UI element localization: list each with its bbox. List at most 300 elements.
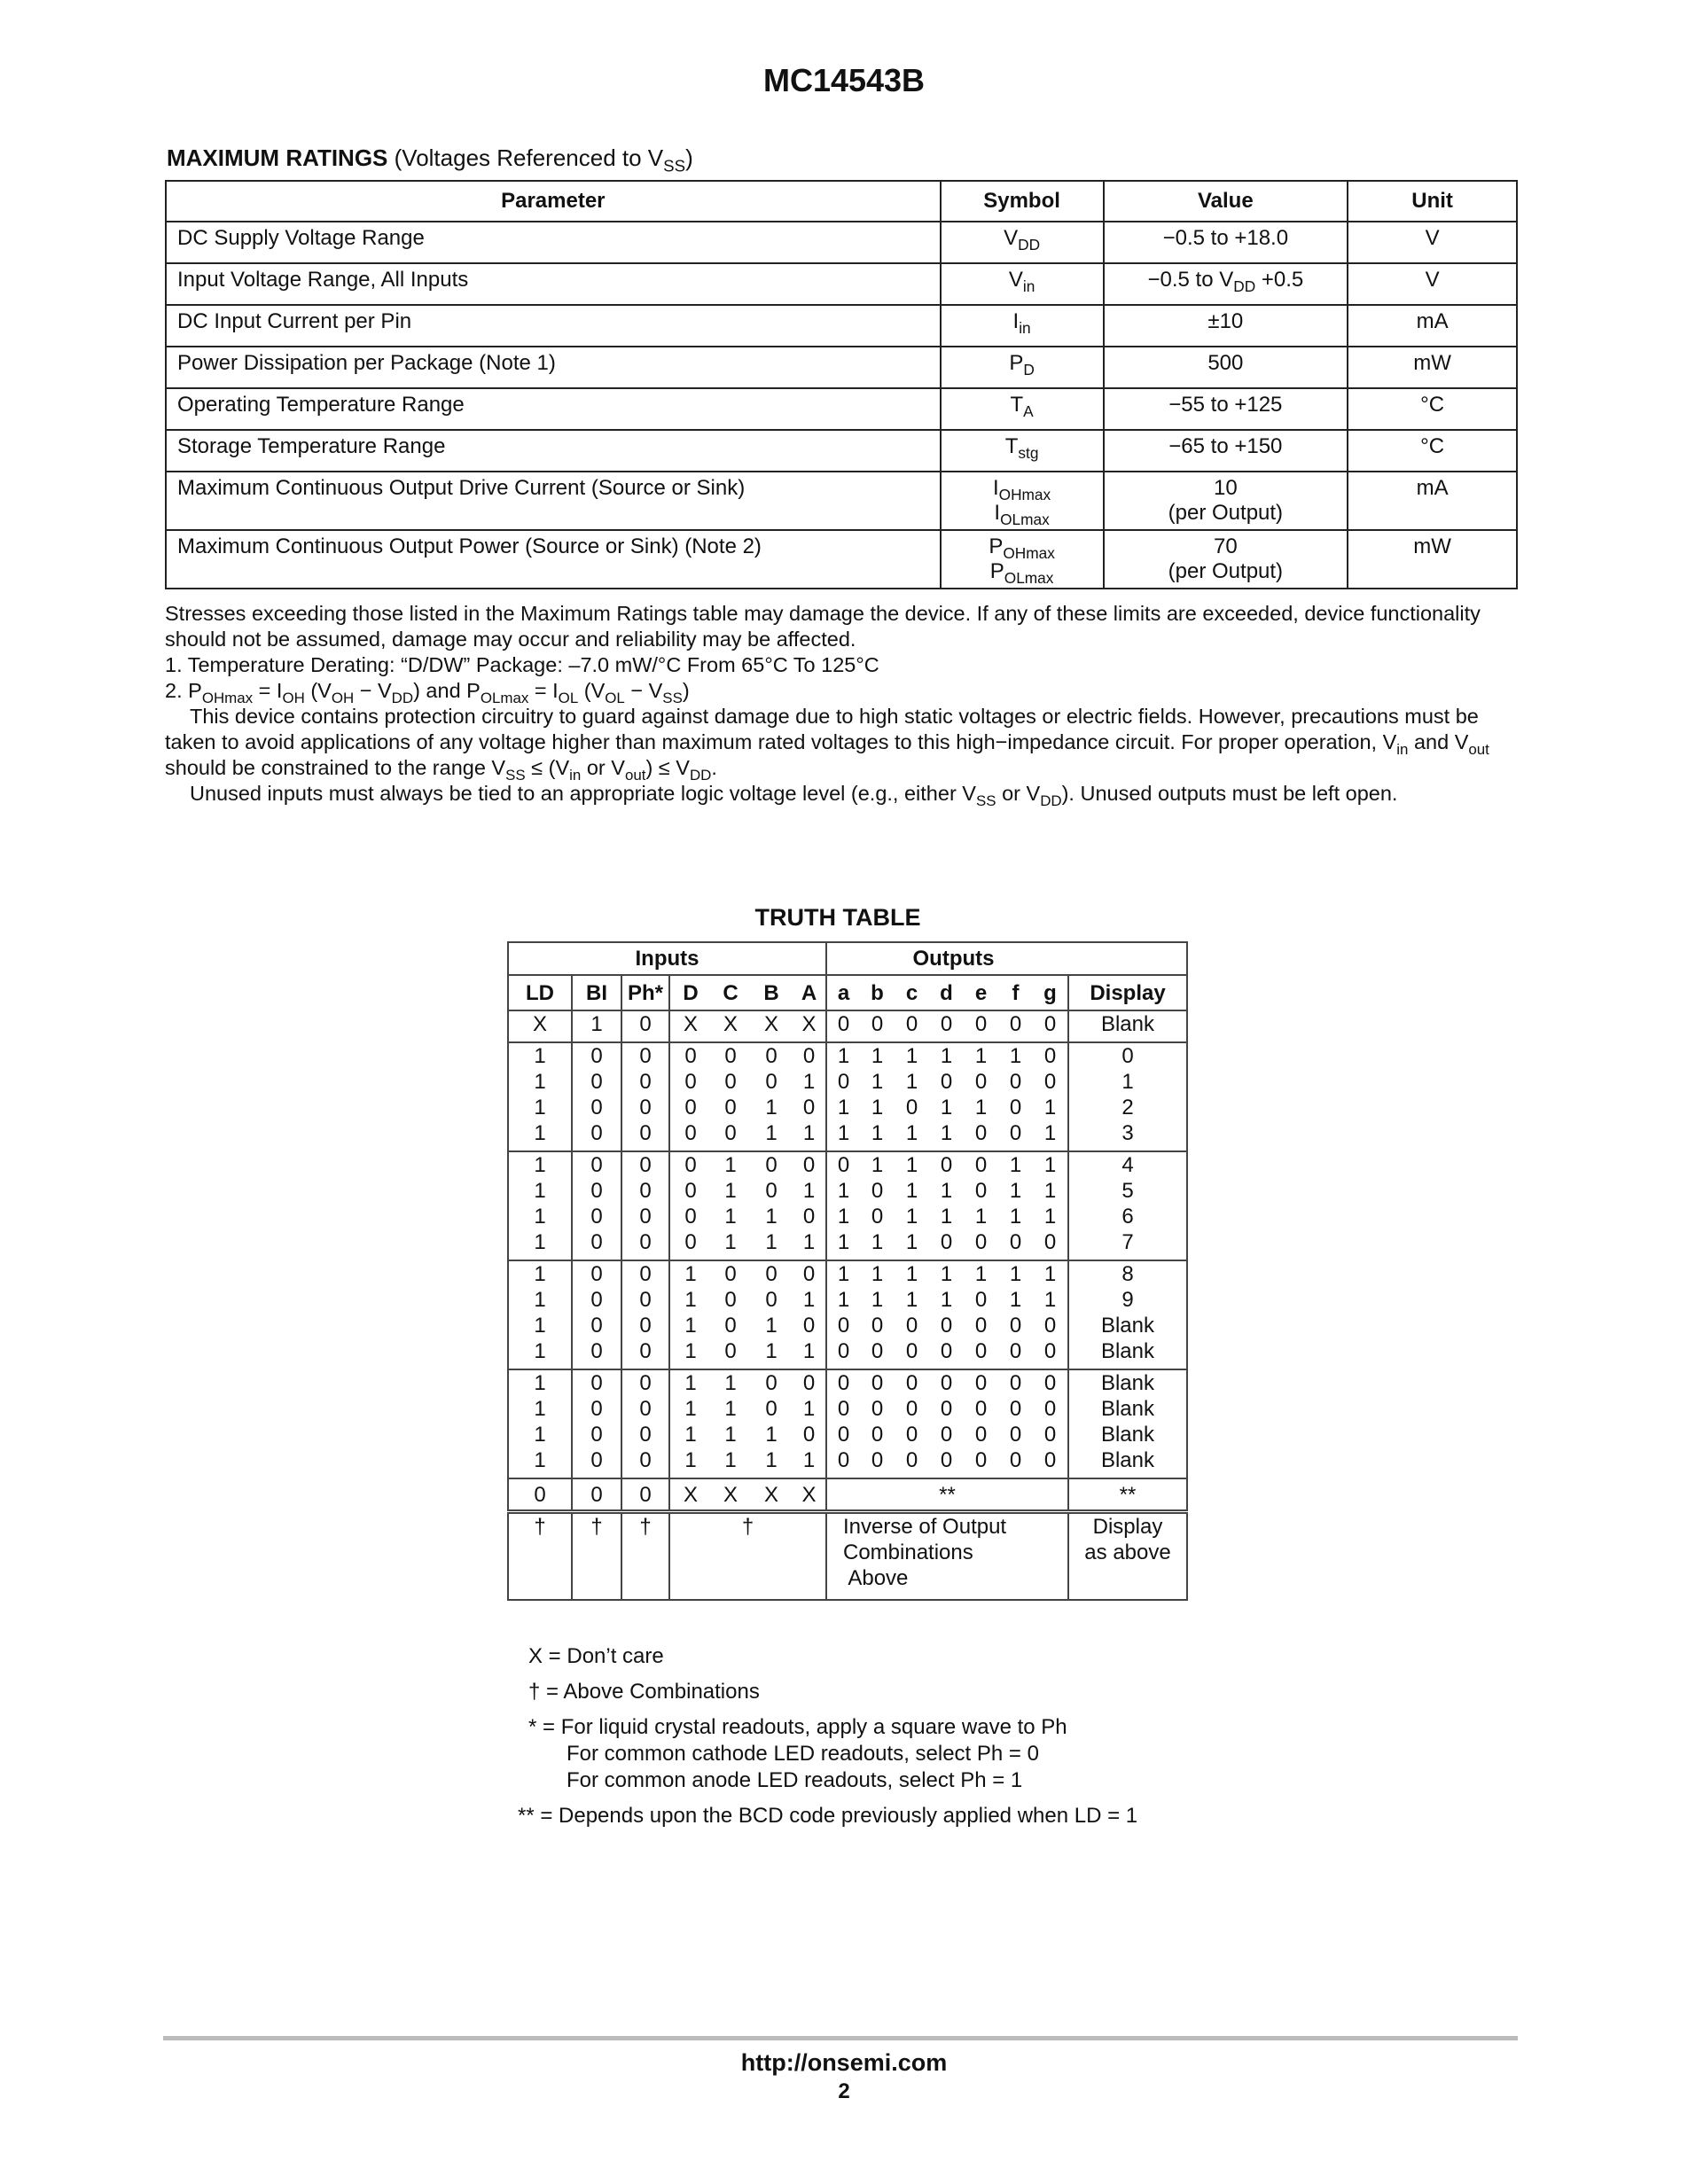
truth-cell: 1 (940, 1288, 953, 1312)
max-ratings-header-row (166, 181, 1517, 222)
ratings-notes (165, 601, 1521, 807)
truth-cell: 0 (572, 1120, 621, 1146)
truth-cell: 0 (1009, 1448, 1022, 1472)
table-row (508, 1010, 1187, 1037)
truth-cell: 1 (508, 1178, 572, 1204)
inverse-outputs-line: Combinations (843, 1540, 973, 1564)
footer-url: http://onsemi.com (740, 2049, 948, 2076)
truth-cell: 0 (940, 1448, 953, 1472)
truth-cell: 0 (940, 1070, 953, 1094)
truth-cell: 0 (724, 1070, 737, 1094)
truth-cell: X (793, 1010, 826, 1037)
truth-cell: 1 (826, 1095, 860, 1120)
truth-cell: 1 (871, 1230, 884, 1254)
param-cell: Power Dissipation per Package (Note 1) (166, 347, 941, 388)
table-row (508, 1151, 1187, 1178)
truth-cell: 5 (1068, 1178, 1187, 1204)
truth-cell: 1 (508, 1042, 572, 1069)
truth-cell: 0 (669, 1069, 711, 1095)
table-row (166, 430, 1517, 472)
truth-cell: 0 (940, 1230, 953, 1254)
truth-cell: 0 (826, 1010, 860, 1037)
truth-cell: 1 (871, 1070, 884, 1094)
table-row-ld-zero (508, 1478, 1187, 1512)
truth-cell: 0 (621, 1010, 669, 1037)
truth-cell: 0 (572, 1260, 621, 1287)
param-cell: Maximum Continuous Output Power (Source or Sink) (Note 2) (166, 530, 941, 589)
truth-cell: 0 (905, 1096, 918, 1119)
truth-cell: 9 (1068, 1287, 1187, 1313)
truth-cell: 1 (871, 1096, 884, 1119)
truth-cell: 1 (669, 1396, 711, 1422)
col-display: Display (1068, 975, 1187, 1010)
truth-cell: 1 (826, 1204, 860, 1229)
truth-cell: 0 (669, 1120, 711, 1146)
display-as-above-cell (1068, 1512, 1187, 1601)
truth-cell: 3 (1068, 1120, 1187, 1146)
table-row (166, 530, 1517, 589)
truth-cell: 0 (621, 1478, 669, 1512)
col-seg-e: e (964, 975, 998, 1010)
value-cell: 10 (per Output) (1104, 472, 1348, 530)
truth-cell: Blank (1068, 1010, 1187, 1037)
truth-cell: 0 (929, 1010, 964, 1037)
unit-cell: V (1348, 263, 1517, 305)
legend-star-cathode: For common cathode LED readouts, select Ph = 0 (567, 1742, 1039, 1766)
truth-cell: 0 (793, 1369, 826, 1396)
truth-cell: 1 (802, 1397, 816, 1421)
truth-table-title: TRUTH TABLE (754, 904, 921, 931)
truth-cell: 1 (940, 1121, 953, 1145)
truth-cell: 0 (1033, 1369, 1068, 1396)
truth-cell: 0 (871, 1179, 884, 1203)
truth-cell: 1 (508, 1422, 572, 1447)
truth-cell: 1 (669, 1260, 711, 1287)
truth-cell: 0 (572, 1069, 621, 1095)
truth-cell: 1 (669, 1338, 711, 1364)
truth-cell: 1 (802, 1179, 816, 1203)
truth-cell: 0 (974, 1288, 988, 1312)
truth-cell: 0 (964, 1010, 998, 1037)
table-row (166, 472, 1517, 530)
truth-cell: 1 (860, 1260, 895, 1287)
truth-cell: 0 (750, 1260, 793, 1287)
table-row (508, 1095, 1187, 1120)
legend-star: * = For liquid crystal readouts, apply a square wave to Ph (528, 1715, 1067, 1739)
truth-cell: 0 (1043, 1314, 1057, 1338)
truth-cell: 0 (765, 1288, 778, 1312)
table-row-inverse (508, 1512, 1187, 1601)
truth-cell: 0 (826, 1396, 860, 1422)
truth-cell: Blank (1068, 1369, 1187, 1396)
truth-cell: 0 (508, 1478, 572, 1512)
truth-cell: 0 (669, 1042, 711, 1069)
table-row (166, 388, 1517, 430)
truth-cell: 0 (711, 1042, 750, 1069)
truth-cell: 0 (1009, 1096, 1022, 1119)
col-unit: Unit (1348, 181, 1517, 222)
truth-table-column-header (508, 975, 1187, 1010)
truth-cell: 0 (621, 1396, 669, 1422)
truth-cell: 0 (802, 1314, 816, 1338)
value-cell: 500 (1104, 347, 1348, 388)
display-as-above-line: Display (1092, 1515, 1163, 1539)
truth-cell: 1 (1009, 1179, 1022, 1203)
truth-cell: 0 (572, 1151, 621, 1178)
truth-cell: 1 (765, 1205, 778, 1228)
truth-cell: 1 (724, 1448, 737, 1472)
truth-cell: 1 (508, 1396, 572, 1422)
truth-cell: 0 (974, 1339, 988, 1363)
note-2: 2. $P_{OHmax} = I_{OH}$ $(V_{OH} - V_{DD})$ and $P_{OLmax} = I_{OL}$ $(V_{OL} - V_{SS})$ (165, 679, 690, 706)
truth-cell: 2 (1068, 1095, 1187, 1120)
truth-cell: 1 (1043, 1205, 1057, 1228)
truth-cell: 1 (765, 1339, 778, 1363)
value-cell: −65 to +150 (1104, 430, 1348, 472)
truth-cell: 1 (905, 1179, 918, 1203)
param-cell: Operating Temperature Range (166, 388, 941, 430)
truth-cell: X (711, 1010, 750, 1037)
truth-cell: 8 (1068, 1260, 1187, 1287)
truth-cell: 1 (508, 1447, 572, 1473)
truth-cell: 0 (1009, 1397, 1022, 1421)
truth-cell: 0 (621, 1422, 669, 1447)
truth-cell: 0 (974, 1448, 988, 1472)
truth-cell: 0 (572, 1369, 621, 1396)
truth-cell: 0 (905, 1397, 918, 1421)
truth-cell: 0 (669, 1151, 711, 1178)
truth-cell: 1 (508, 1287, 572, 1313)
truth-cell: 1 (826, 1120, 860, 1146)
truth-cell: 0 (621, 1229, 669, 1255)
truth-cell: 0 (905, 1423, 918, 1447)
truth-cell: 1 (940, 1179, 953, 1203)
truth-cell: 0 (940, 1397, 953, 1421)
truth-cell: 0 (750, 1369, 793, 1396)
col-value: Value (1104, 181, 1348, 222)
outputs-depends-cell: ** (826, 1478, 1068, 1512)
truth-cell: X (669, 1478, 711, 1512)
truth-cell: 1 (724, 1397, 737, 1421)
truth-cell: 1 (669, 1422, 711, 1447)
truth-table-legend (518, 1643, 1138, 1838)
truth-cell: 1 (508, 1369, 572, 1396)
param-cell: DC Input Current per Pin (166, 305, 941, 347)
truth-cell: 1 (826, 1287, 860, 1313)
table-row (508, 1229, 1187, 1255)
truth-cell: 1 (905, 1230, 918, 1254)
truth-cell: 1 (508, 1120, 572, 1146)
table-row (508, 1447, 1187, 1473)
col-seg-f: f (998, 975, 1033, 1010)
col-seg-a: a (826, 975, 860, 1010)
col-ph: Ph* (621, 975, 669, 1010)
truth-cell: 0 (974, 1314, 988, 1338)
truth-cell: 1 (572, 1010, 621, 1037)
truth-cell: 0 (871, 1423, 884, 1447)
truth-cell: X (669, 1010, 711, 1037)
truth-cell: 0 (765, 1397, 778, 1421)
truth-cell: 1 (765, 1423, 778, 1447)
symbol-cell: $T_{stg}$ (941, 430, 1104, 472)
truth-cell: 0 (802, 1096, 816, 1119)
truth-cell: 1 (508, 1151, 572, 1178)
truth-cell: X (793, 1478, 826, 1512)
truth-cell: 1 (765, 1121, 778, 1145)
truth-cell: 0 (1068, 1042, 1187, 1069)
truth-cell: 0 (621, 1338, 669, 1364)
truth-cell: 0 (669, 1229, 711, 1255)
table-row (508, 1287, 1187, 1313)
truth-cell: 0 (929, 1151, 964, 1178)
truth-cell: 0 (724, 1288, 737, 1312)
truth-cell: 1 (871, 1121, 884, 1145)
table-row (166, 305, 1517, 347)
unit-cell: °C (1348, 388, 1517, 430)
truth-cell: 1 (905, 1205, 918, 1228)
truth-cell: 1 (1009, 1288, 1022, 1312)
truth-cell: 1 (998, 1260, 1033, 1287)
truth-cell: 0 (572, 1338, 621, 1364)
truth-cell: 0 (974, 1230, 988, 1254)
legend-dagger: † = Above Combinations (528, 1680, 760, 1704)
truth-cell: 1 (895, 1260, 929, 1287)
truth-cell: † (621, 1512, 669, 1601)
stress-note: Stresses exceeding those listed in the Maximum Ratings table may damage the device. If any of these limits are exceeded, device functionality should not be assumed, damage may occur and reliability may be affected. (165, 602, 1481, 651)
max-ratings-subtitle: (Voltages Referenced to $V_{SS}$) (394, 144, 693, 176)
truth-cell: 1 (974, 1096, 988, 1119)
truth-cell: 1 (802, 1121, 816, 1145)
truth-cell: 0 (802, 1205, 816, 1228)
truth-cell: 0 (793, 1042, 826, 1069)
max-ratings-table (165, 180, 1518, 589)
truth-cell: 1 (1043, 1096, 1057, 1119)
truth-cell: 1 (895, 1151, 929, 1178)
param-cell: Maximum Continuous Output Drive Current (Source or Sink) (166, 472, 941, 530)
truth-table-group-header (508, 942, 1187, 975)
truth-cell: 0 (929, 1369, 964, 1396)
unit-cell: mW (1348, 530, 1517, 589)
col-d: D (669, 975, 711, 1010)
truth-cell: 1 (802, 1448, 816, 1472)
truth-cell: 0 (974, 1423, 988, 1447)
truth-cell: 0 (1043, 1397, 1057, 1421)
truth-cell: 0 (998, 1010, 1033, 1037)
truth-cell: † (572, 1512, 621, 1601)
truth-cell: 0 (1043, 1339, 1057, 1363)
truth-cell: 1 (1068, 1069, 1187, 1095)
truth-cell: 0 (974, 1397, 988, 1421)
table-row (508, 1204, 1187, 1229)
table-row (508, 1422, 1187, 1447)
unused-inputs-note: Unused inputs must always be tied to an appropriate logic voltage level (e.g., either $V_{SS}$ or $V_{DD}$). Unused outputs must be left open. (190, 782, 1398, 809)
truth-cell: Blank (1068, 1396, 1187, 1422)
col-seg-c: c (895, 975, 929, 1010)
truth-cell: 1 (998, 1151, 1033, 1178)
col-seg-d: d (929, 975, 964, 1010)
truth-cell: 0 (1009, 1339, 1022, 1363)
truth-cell: 0 (724, 1339, 737, 1363)
note-1: 1. Temperature Derating: “D/DW” Package: –7.0 mW/°C From 65°C To 125°C (165, 653, 879, 676)
truth-cell: 1 (724, 1423, 737, 1447)
truth-cell: 0 (621, 1313, 669, 1338)
display-depends-cell: ** (1068, 1478, 1187, 1512)
truth-cell: 1 (724, 1230, 737, 1254)
truth-cell: 0 (826, 1338, 860, 1364)
truth-cell: 0 (1033, 1010, 1068, 1037)
truth-cell: 1 (826, 1042, 860, 1069)
table-row (508, 1069, 1187, 1095)
truth-cell: 1 (765, 1096, 778, 1119)
table-row (166, 222, 1517, 263)
truth-cell: 6 (1068, 1204, 1187, 1229)
truth-cell: 1 (724, 1205, 737, 1228)
truth-cell: 0 (765, 1070, 778, 1094)
truth-cell: 1 (826, 1178, 860, 1204)
truth-cell: 0 (974, 1179, 988, 1203)
truth-cell: 1 (508, 1069, 572, 1095)
truth-cell: 1 (1043, 1179, 1057, 1203)
truth-cell: X (750, 1010, 793, 1037)
truth-cell: 0 (964, 1151, 998, 1178)
table-row (508, 1396, 1187, 1422)
unit-cell: mA (1348, 472, 1517, 530)
truth-cell: 0 (572, 1229, 621, 1255)
truth-cell: 0 (998, 1369, 1033, 1396)
param-cell: Storage Temperature Range (166, 430, 941, 472)
truth-cell: 0 (572, 1313, 621, 1338)
truth-cell: 0 (621, 1120, 669, 1146)
value-cell: −0.5 to $V_{DD} +0.5$ (1104, 263, 1348, 305)
table-row (508, 1178, 1187, 1204)
truth-cell: 0 (572, 1178, 621, 1204)
truth-cell: X (750, 1478, 793, 1512)
truth-cell: 1 (508, 1095, 572, 1120)
truth-cell: 0 (1009, 1070, 1022, 1094)
param-cell: Input Voltage Range, All Inputs (166, 263, 941, 305)
truth-cell: 1 (905, 1288, 918, 1312)
truth-cell: 1 (895, 1042, 929, 1069)
truth-cell: 1 (508, 1338, 572, 1364)
col-a: A (793, 975, 826, 1010)
truth-cell: 0 (750, 1151, 793, 1178)
truth-cell: 1 (929, 1042, 964, 1069)
truth-cell: 1 (669, 1313, 711, 1338)
truth-cell: 0 (572, 1422, 621, 1447)
truth-cell: 0 (940, 1339, 953, 1363)
truth-cell: 0 (826, 1069, 860, 1095)
legend-double-star: ** = Depends upon the BCD code previously applied when LD = 1 (518, 1804, 1138, 1828)
truth-cell: 1 (724, 1179, 737, 1203)
truth-cell: 1 (508, 1229, 572, 1255)
truth-cell: 1 (669, 1369, 711, 1396)
truth-cell: 0 (974, 1121, 988, 1145)
truth-cell: 0 (1043, 1070, 1057, 1094)
max-ratings-title: MAXIMUM RATINGS (167, 144, 388, 171)
truth-cell: 1 (871, 1288, 884, 1312)
truth-cell: 0 (860, 1010, 895, 1037)
symbol-cell: $P_{OHmax}$ $P_{OLmax}$ (941, 530, 1104, 589)
truth-cell: 0 (826, 1313, 860, 1338)
truth-cell: 0 (669, 1095, 711, 1120)
truth-cell: 1 (940, 1096, 953, 1119)
table-row (508, 1338, 1187, 1364)
col-parameter: Parameter (166, 181, 941, 222)
unit-cell: mW (1348, 347, 1517, 388)
truth-cell: 1 (826, 1229, 860, 1255)
truth-cell: Blank (1068, 1422, 1187, 1447)
truth-cell: 0 (750, 1042, 793, 1069)
col-b: B (750, 975, 793, 1010)
col-seg-b: b (860, 975, 895, 1010)
truth-cell: 0 (826, 1422, 860, 1447)
truth-cell: 0 (621, 1204, 669, 1229)
page-title: MC14543B (762, 62, 926, 98)
truth-cell: 0 (572, 1095, 621, 1120)
unit-cell: V (1348, 222, 1517, 263)
table-row (166, 263, 1517, 305)
truth-cell: 1 (826, 1260, 860, 1287)
truth-cell: 0 (724, 1121, 737, 1145)
truth-cell: 1 (669, 1447, 711, 1473)
protection-note: This device contains protection circuitry to guard against damage due to high static voltages or electric fields. However, precautions must be taken to avoid applications of any voltage higher than maximum rated voltages to this high−impedance circuit. For proper operation, $V_{in}$ and $V_{out}$ should be constrained to the range $V_{SS} \le (V_{in}$ or $V_{out}) \le V_{DD}$. (165, 705, 1489, 784)
truth-cell: 0 (895, 1369, 929, 1396)
unit-cell: mA (1348, 305, 1517, 347)
truth-cell: 0 (711, 1260, 750, 1287)
truth-cell: 1 (860, 1042, 895, 1069)
truth-cell: 1 (905, 1121, 918, 1145)
truth-cell: 0 (940, 1423, 953, 1447)
inverse-outputs-line: Above (843, 1566, 909, 1590)
truth-cell: 0 (1043, 1230, 1057, 1254)
truth-cell: 1 (1043, 1121, 1057, 1145)
truth-cell: 1 (860, 1151, 895, 1178)
truth-cell: 0 (621, 1178, 669, 1204)
truth-cell: 0 (871, 1339, 884, 1363)
truth-cell: 0 (621, 1069, 669, 1095)
truth-cell: 1 (929, 1260, 964, 1287)
truth-cell: 1 (1033, 1260, 1068, 1287)
truth-cell: 1 (1009, 1205, 1022, 1228)
truth-cell: 0 (826, 1369, 860, 1396)
truth-cell: 0 (826, 1151, 860, 1178)
truth-cell: Blank (1068, 1313, 1187, 1338)
inverse-outputs-line: Inverse of Output (843, 1515, 1007, 1539)
truth-cell: 1 (802, 1339, 816, 1363)
truth-cell: 0 (1043, 1448, 1057, 1472)
col-bi: BI (572, 975, 621, 1010)
truth-cell: 7 (1068, 1229, 1187, 1255)
table-row (508, 1042, 1187, 1069)
truth-cell: 4 (1068, 1151, 1187, 1178)
truth-cell: 1 (765, 1314, 778, 1338)
truth-cell: 0 (621, 1095, 669, 1120)
col-seg-g: g (1033, 975, 1068, 1010)
truth-cell: 1 (508, 1260, 572, 1287)
truth-cell: 1 (669, 1287, 711, 1313)
col-ld: LD (508, 975, 572, 1010)
truth-cell: 1 (711, 1369, 750, 1396)
truth-cell: 0 (621, 1447, 669, 1473)
truth-cell: 0 (860, 1369, 895, 1396)
truth-cell: 1 (802, 1230, 816, 1254)
outputs-group-label: Outputs (826, 942, 1187, 975)
truth-table (507, 941, 1188, 1601)
truth-cell: 1 (711, 1151, 750, 1178)
truth-cell: 0 (905, 1339, 918, 1363)
truth-cell: 0 (1009, 1230, 1022, 1254)
table-row (508, 1120, 1187, 1146)
